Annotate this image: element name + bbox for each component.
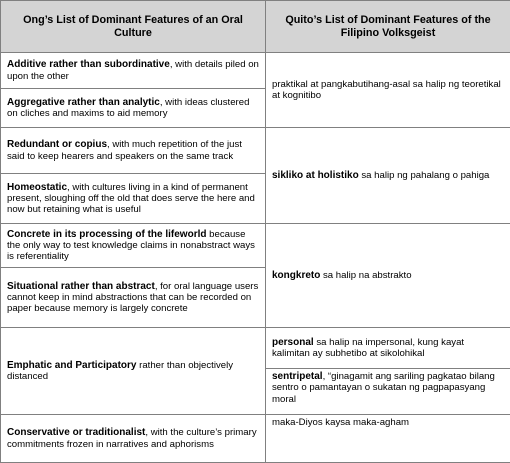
- feature-text: rather than objectively distanced: [7, 360, 233, 382]
- feature-bold: Homeostatic: [7, 182, 67, 193]
- feature-bold: Situational rather than abstract: [7, 281, 155, 292]
- ong-feature-7: [1, 328, 266, 415]
- ong-feature-8: [1, 415, 266, 463]
- feature-bold: Emphatic and Participatory: [7, 360, 136, 371]
- feature-text: sa halip na impersonal, kung kayat kalimitan ay subhetibo at sikolohikal: [272, 337, 464, 359]
- ong-feature-1: [1, 53, 266, 89]
- table-row: [1, 128, 510, 174]
- feature-text: , with the culture’s primary commitments frozen in narratives and aphorisms: [7, 427, 257, 449]
- quito-feature-3: [266, 224, 510, 328]
- feature-text: , “ginagamit ang sariling pagkatao bilang sentro o pamantayan o sukatan ng pagpapasyang moral: [272, 371, 495, 405]
- ong-feature-2: [1, 89, 266, 128]
- feature-text: , with ideas clustered on cliches and maxims to aid memory: [7, 97, 249, 119]
- header-quito: Quito’s List of Dominant Features of the Filipino Volksgeist: [266, 1, 510, 53]
- feature-text: , with cultures living in a kind of permanent present, sloughing off the old that does serve the here and now but retaining what is useful: [7, 182, 255, 216]
- feature-bold: sentripetal: [272, 371, 323, 382]
- feature-text: , with much repetition of the just said to keep hearers and speakers on the same track: [7, 139, 242, 161]
- feature-bold: Redundant or copius: [7, 139, 107, 150]
- feature-bold: Aggregative rather than analytic: [7, 97, 160, 108]
- feature-text: , with details piled on upon the other: [7, 59, 259, 81]
- feature-text: praktikal at pangkabutihang-asal sa halip ng teoretikal at kognitibo: [272, 79, 501, 101]
- table-header-row: [1, 1, 510, 53]
- quito-feature-5: [266, 369, 510, 415]
- header-ong: Ong’s List of Dominant Features of an Oral Culture: [1, 1, 266, 53]
- quito-feature-2: [266, 128, 510, 224]
- table-row: [1, 328, 510, 369]
- feature-bold: kongkreto: [272, 270, 320, 281]
- feature-bold: personal: [272, 337, 314, 348]
- feature-bold: Additive rather than subordinative: [7, 59, 170, 70]
- feature-bold: Concrete in its processing of the lifeworld: [7, 229, 206, 240]
- quito-feature-1: [266, 53, 510, 128]
- feature-text: because the only way to test knowledge claims in nonabstract ways is referentiality: [7, 229, 255, 263]
- feature-bold: Conservative or traditionalist: [7, 427, 145, 438]
- table-row: [1, 53, 510, 89]
- feature-bold: sikliko at holistiko: [272, 170, 359, 181]
- ong-feature-3: [1, 128, 266, 174]
- feature-text: maka-Diyos kaysa maka-agham: [272, 417, 409, 428]
- table-row: [1, 224, 510, 268]
- feature-text: , for oral language users cannot keep in mind abstractions that can be recorded on paper because memory is largely concrete: [7, 281, 258, 315]
- ong-feature-5: [1, 224, 266, 268]
- quito-feature-4: [266, 328, 510, 369]
- table-row: [1, 415, 510, 463]
- feature-text: sa halip ng pahalang o pahiga: [359, 170, 490, 181]
- feature-text: sa halip na abstrakto: [320, 270, 411, 281]
- ong-feature-6: [1, 268, 266, 328]
- ong-feature-4: [1, 174, 266, 224]
- quito-feature-6: [266, 415, 510, 463]
